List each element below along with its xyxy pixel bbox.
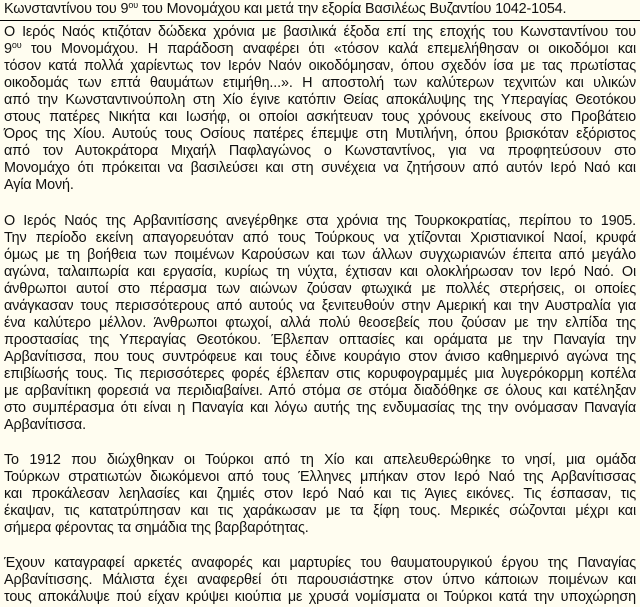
paragraph-line: Αρβανίτισσα. xyxy=(4,417,86,433)
paragraph-line: Ο Ιερός Ναός κτιζόταν δώδεκα χρόνια με βασιλικά έξοδα επί της εποχής του Κωνσταντίνου του xyxy=(4,24,636,40)
paragraph-line: ανάγκασαν τους περισσότερους από αυτούς να ξενιτευθούν στην Αμερική και την Αυστραλία για xyxy=(4,298,636,314)
paragraph-line: σήμερα φέροντας τα σημάδια της βαρβαρότητας. xyxy=(4,520,309,536)
paragraph-line: αγώνα, ταλαιπωρία και εργασία, κυρίως τη νύχτα, έχτισαν και ολοκλήρωσαν τον Ιερό Ναό. Οι xyxy=(4,264,636,280)
paragraph-line: ένα καλύτερο μέλλον. Άνθρωποι φτωχοί, αλλά πολύ θεοσεβείς που ζούσαν με την ελπίδα της xyxy=(4,315,636,331)
paragraph-line: στο συμπέρασμα ότι είναι η Παναγία και λόγω αυτής της ενδυμασίας της την ονόμασαν Παναγία xyxy=(4,400,636,416)
paragraph-line: επιβίωσής τους. Τις περισσότερες φορές έβλεπαν στις κορυφογραμμές μια λυγερόκορμη κοπέλα xyxy=(4,366,636,382)
paragraph-line: Αγία Μονή. xyxy=(4,177,74,193)
paragraph-line: Έχουν καταγραφεί αρκετές αναφορές και μαρτυρίες του θαυματουργικού έργου της Παναγίας xyxy=(4,555,636,571)
paragraph-line: Μονομάχο ότι πρόκειται να βασιλεύσει και στη συνέχεια να ζητήσουν από αυτόν Ιερό Ναό και xyxy=(4,160,636,176)
paragraph-line: όμως με τη βοήθεια των ποιμένων Καρούσων και των άλλων συγχωριανών έπειτα από μεγάλο xyxy=(4,247,636,263)
paragraph-line: Αρβανίτισσα, που τους συντρόφευε και τους έδινε κουράγιο στον άνισο καθημερινό αγώνα της xyxy=(4,349,636,365)
paragraph-line: $9^{o\upsilon}$ του Μονομάχου. Η παράδοση αναφέρει ότι «τόσον καλά επεμελήθησαν οι οικοδόμοι και xyxy=(4,40,636,57)
paragraph-line: με αρβανίτικη φορεσιά να περιδιαβαίνει. Από στόμα σε στόμα διαδόθηκε σε όλους και κατέληξαν xyxy=(4,383,636,399)
paragraph-line: οικοδομάς των επτά θαυμάτων ετιμήθη...». Η αποστολή των καλύτερων τεχνιτών και υλικών xyxy=(4,75,636,91)
paragraph-line: προστασίας της Υπεραγίας Θεοτόκου. Έβλεπαν οπτασίες και οράματα με την Παναγία την xyxy=(4,332,636,348)
paragraph-line: από την Κωνσταντινούπολη στη Χίο έγινε κατόπιν Θείας αποκάλυψης της Υπεραγίας Θεοτόκου xyxy=(4,92,636,108)
separator-rule xyxy=(0,20,640,21)
paragraph-line: Αρβανίτισσης. Μάλιστα έχει αναφερθεί ότι παρουσιάστηκε στον ύπνο κάποιων ποιμένων και xyxy=(4,572,636,588)
paragraph-line: Ο Ιερός Ναός της Αρβανιτίσσης ανεγέρθηκε στα χρόνια της Τουρκοκρατίας, περίπου το 1905. xyxy=(4,213,636,229)
paragraph-line: Την περίοδο εκείνη απαγορευόταν από τους Τούρκους να χτίζονται Χριστιανικοί Ναοί, κρυφά xyxy=(4,230,636,246)
top-line: Κωνσταντίνου του $9^{o\upsilon}$ του Μονομάχου και μετά την εξορία Βασιλέως Βυζαντίου 1042-1054. xyxy=(4,0,567,17)
paragraph-line: τόσον κατά πολλά χαρίεντως τον Ιερόν Ναόν οικοδόμησαν, όπου σχεδόν ίσα με τας πρωτίστας xyxy=(4,58,636,74)
paragraph-line: στους πατέρες Νικήτα και Ιωσήφ, οι οποίοι ασκήτευαν τους χρόνους εκείνους στο Προβάτειο xyxy=(4,109,636,125)
paragraph-line: Όρος της Χίου. Αυτούς τους Οσίους πατέρες έπεμψε στη Μυτιλήνη, όπου βρισκόταν εξόριστος xyxy=(4,126,636,142)
paragraph-line: από τον Αυτοκράτορα Μιχαήλ Παφλαγώνος ο Κωνσταντίνος, για να προφητεύσουν στο xyxy=(4,143,636,159)
paragraph-line: Τούρκων στρατιωτών διωκόμενοι από τους Έλληνες μπήκαν στον Ιερό Ναό της Αρβανίτισσας xyxy=(4,469,636,485)
paragraph-line: άνθρωποι αυτοί στο πέρασμα των αιώνων ζούσαν φτωχικά με πολλές στερήσεις, οι οποίες xyxy=(4,281,636,297)
paragraph-line: τους αποκάλυψε πού είχαν κρύψει κιούπια με χρυσά νομίσματα οι Τούρκοι κατά την υποχώρηση xyxy=(4,589,636,605)
paragraph-line: Το 1912 που διώχθηκαν οι Τούρκοι από τη Χίο και απελευθερώθηκε το νησί, μια ομάδα xyxy=(4,452,636,468)
paragraph-line: έκαψαν, τις κατατρύπησαν και τις χαράκωσαν με τα ξίφη τους. Μερικές σώζονται μέχρι και xyxy=(4,503,636,519)
paragraph-line: και προκάλεσαν λεηλασίες και ζημιές στον Ιερό Ναό και τις Άγιες εικόνες. Τις έσπασαν, τις xyxy=(4,486,636,502)
